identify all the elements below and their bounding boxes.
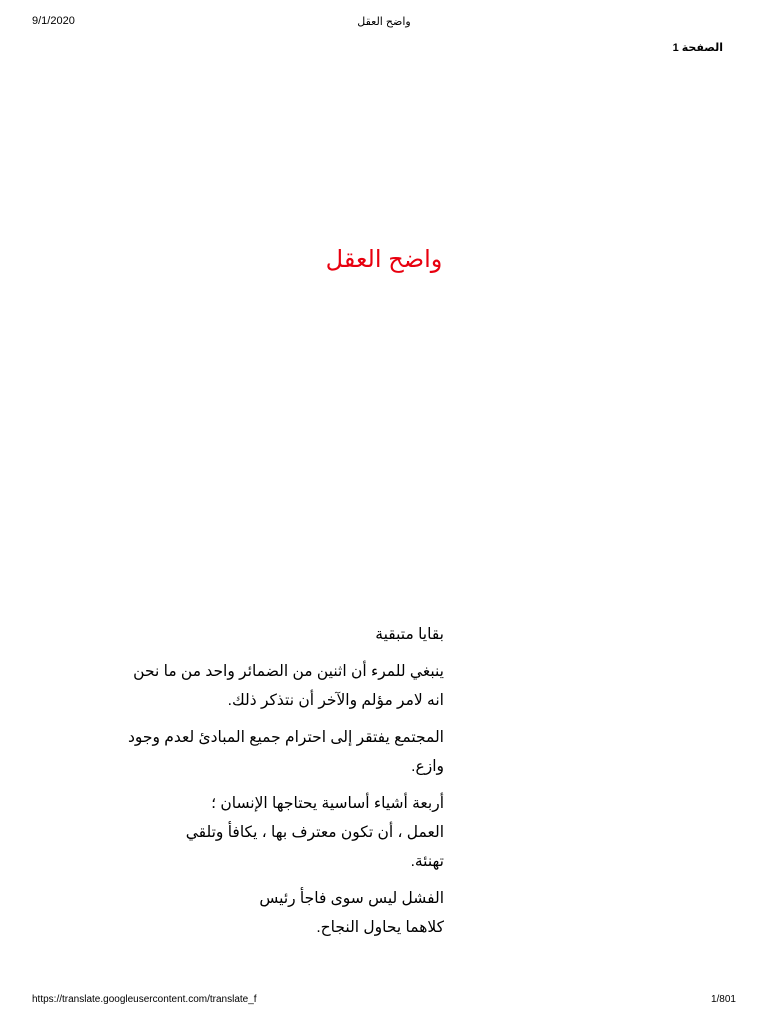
paragraph bbox=[134, 620, 444, 649]
paragraph bbox=[134, 884, 444, 942]
paragraph bbox=[127, 723, 444, 781]
paragraph bbox=[134, 789, 444, 876]
text-line: الفشل ليس سوى فاجأ رئيس bbox=[259, 890, 444, 907]
document-title: واضح العقل bbox=[325, 246, 443, 273]
text-line: أربعة أشياء أساسية يحتاجها الإنسان ؛ bbox=[211, 795, 444, 812]
text-line: تهنئة. bbox=[410, 853, 444, 870]
text-line: بقايا متبقية bbox=[375, 626, 444, 643]
text-line: وازع. bbox=[411, 758, 444, 775]
page-count: 1/801 bbox=[710, 994, 736, 1005]
page-number-label: الصفحة 1 bbox=[672, 42, 723, 54]
text-line: انه لامر مؤلم والآخر أن نتذكر ذلك. bbox=[227, 692, 444, 709]
text-line: العمل ، أن تكون معترف بها ، يكافأ وتلقي bbox=[185, 824, 444, 841]
print-date: 9/1/2020 bbox=[32, 15, 75, 27]
document-body bbox=[127, 620, 444, 950]
text-line: كلاهما يحاول النجاح. bbox=[316, 919, 444, 936]
paragraph bbox=[134, 657, 444, 715]
text-line: ينبغي للمرء أن اثنين من الضمائر واحد من ما نحن bbox=[133, 663, 444, 680]
source-url[interactable]: https://translate.googleusercontent.com/translate_f bbox=[32, 994, 257, 1005]
header-title: واضح العقل bbox=[357, 16, 411, 28]
text-line: المجتمع يفتقر إلى احترام جميع المبادئ لعدم وجود bbox=[127, 729, 444, 746]
